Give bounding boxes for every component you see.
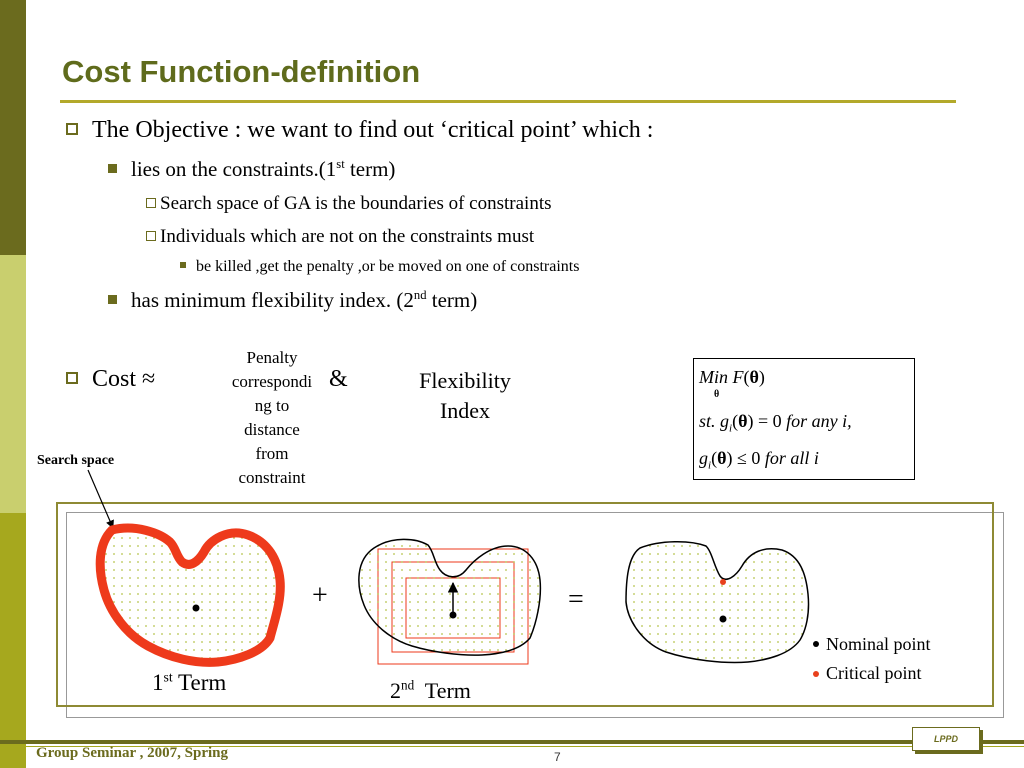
legend-nominal-label: Nominal point	[826, 634, 931, 654]
term2-number: 2	[390, 678, 401, 703]
result-nominal-point	[720, 616, 727, 623]
formula-min: Min	[699, 367, 728, 387]
term2-sup: nd	[401, 677, 415, 693]
lppd-logo: LPPD	[912, 727, 980, 751]
term2-nominal-point	[450, 612, 457, 619]
term1-nominal-point	[193, 605, 200, 612]
flex-text: has minimum flexibility index. (2	[131, 288, 414, 312]
formula-for-any: for any i,	[786, 411, 852, 431]
term1-word: Term	[172, 670, 227, 695]
formula-sub-i: i	[729, 422, 733, 435]
legend-nominal-marker	[813, 641, 819, 647]
individuals-text: Individuals which are not on the constraints must	[160, 226, 535, 247]
term1-sup: st	[163, 669, 173, 685]
penalty-line: Penalty	[246, 348, 298, 367]
plus-sign: +	[312, 580, 328, 611]
critical-point	[720, 579, 726, 585]
term1-shape	[100, 528, 280, 662]
lies-sup: st	[336, 157, 345, 171]
flex-text-end: term)	[426, 288, 478, 312]
formula-st: st.	[699, 411, 716, 431]
legend-critical-label: Critical point	[826, 663, 922, 683]
legend-critical-marker	[813, 671, 819, 677]
formula-line-st: st. $g_i(\theta) = 0$ for any i,	[699, 411, 852, 435]
objective-text: The Objective : we want to find out ‘critical point’ which :	[92, 117, 654, 143]
formula-theta: θ	[738, 411, 748, 431]
slide-title: Cost Function-definition	[62, 54, 421, 89]
be-killed-text: be killed ,get the penalty ,or be moved on one of constraints	[196, 258, 580, 275]
flex-index-line: Index	[439, 398, 491, 423]
search-space-label: Search space	[37, 453, 115, 468]
penalty-line: from	[255, 444, 289, 463]
page-number: 7	[554, 750, 561, 764]
penalty-line: constraint	[238, 468, 306, 487]
term2-label	[390, 678, 471, 704]
formula-theta: θ	[749, 367, 759, 387]
footer-rule	[0, 740, 1024, 744]
term1-label	[152, 670, 226, 696]
search-space-arrow	[88, 470, 113, 528]
formula-for-all: for all i	[764, 448, 819, 468]
formula-line-all: $g_i(\theta) \le 0$ for all i	[699, 448, 819, 472]
formula-min-subscript: θ	[714, 389, 720, 400]
formula-le: ≤ 0	[736, 448, 761, 468]
formula-g: g	[720, 411, 730, 431]
cost-label: Cost ≈	[92, 366, 156, 392]
flex-sup: nd	[413, 288, 427, 302]
penalty-line: ng to	[254, 396, 290, 415]
footer-seminar-text: Group Seminar , 2007, Spring	[36, 745, 228, 761]
flex-index-line: Flexibility	[419, 368, 511, 393]
lies-text: lies on the constraints.(1	[131, 157, 337, 181]
term2-shape	[359, 539, 541, 655]
formula-theta: θ	[717, 448, 727, 468]
formula-eq: = 0	[757, 411, 782, 431]
search-space-ga-text: Search space of GA is the boundaries of constraints	[160, 193, 552, 214]
formula-func: F	[732, 367, 744, 387]
term1-number: 1	[152, 670, 164, 695]
result-shape	[626, 542, 809, 663]
term2-word: Term	[414, 678, 471, 703]
ampersand: &	[329, 366, 348, 392]
formula-g: g	[699, 448, 708, 468]
equals-sign: =	[568, 584, 584, 615]
penalty-line: correspondi	[231, 372, 313, 391]
formula-line-min: Min F(θ)	[699, 367, 765, 387]
lies-text-end: term)	[344, 157, 396, 181]
penalty-line: distance	[244, 420, 300, 439]
formula-sub-i: i	[708, 459, 712, 472]
